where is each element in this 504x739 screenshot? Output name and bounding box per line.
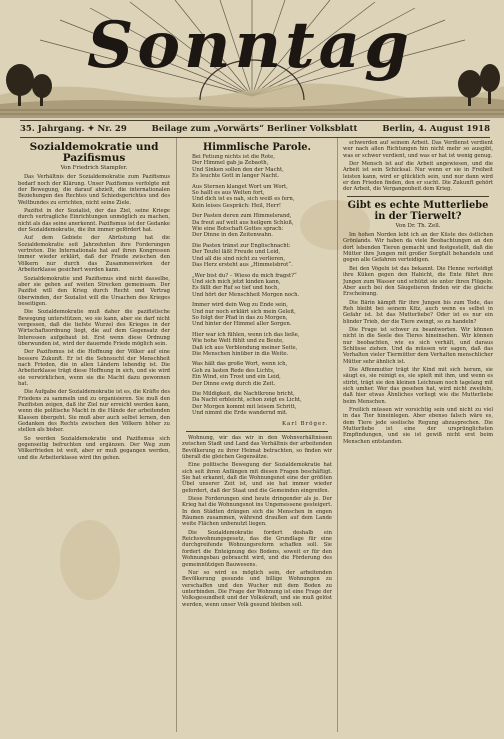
supplement-label: Beilage zum „Vorwärts“ Berliner Volksblatt xyxy=(151,124,358,134)
poem-line: Der Dinne ewig durch die Zeit. xyxy=(192,380,276,387)
section-divider xyxy=(347,196,489,197)
poem-body xyxy=(182,154,332,417)
paragraph: Der Pazifismus ist die Hoffnung der Völker auf eine bessere Zukunft. Er ist die Sehnsucht der Menschheit nach Frieden, die in allen Ländern lebendig ist. Die Arbeiterklasse trägt diese Hoffnung in sich, und sie wird sie verwirklichen, wenn sie die Macht dazu gewonnen hat. xyxy=(18,349,170,387)
paragraph: So werden Sozialdemokratie und Pazifismus sich gegenseitig befruchten und ergänzen. Der Weg zum Völkerfrieden ist weit, aber er muß gegangen werden, und die Arbeiterklasse wird ihn gehen. xyxy=(18,435,170,461)
dateline: Berlin, 4. August 1918 xyxy=(382,124,490,134)
paragraph: Der Mensch ist auf die Arbeit angewiesen, und die Arbeit ist sein Schicksal. Nur wenn er sie in Freiheit leisten kann, wird er glücklich sein, und nur dann wird er den Frieden finden, den er sucht. Die Zukunft gehört der Arbeit, die Vergangenheit dem Krieg. xyxy=(343,161,493,193)
poem-line: Hier war ich fühlen, wenn ich das ließe, xyxy=(192,331,300,338)
poem-stanza xyxy=(192,184,332,210)
paragraph: Die Sozialdemokratie fordert deshalb ein Reichswohnungsgesetz, das die Grundlage für eine durchgreifende Wohnungsreform schaffen soll. Sie fordert die Enteignung des Bodens, soweit er für den Wohnungsbau gebraucht wird, und die Förderung des gemeinnützigen Bauwesens. xyxy=(182,529,332,568)
section-divider xyxy=(186,431,328,432)
masthead xyxy=(0,0,504,118)
poem-line: Der Dinne in den Zeitenwahn. xyxy=(192,232,273,239)
poem-stanza xyxy=(192,213,332,239)
paragraph: Nur so wird es möglich sein, der arbeitenden Bevölkerung gesunde und billige Wohnungen zu verschaffen und den Wucher mit dem Boden zu unterbinden. Die Frage der Wohnung ist eine Frage der Volksgesundheit und der Volkskraft, und sie muß gelöst werden, wenn unser Volk gesund bleiben soll. xyxy=(182,569,332,608)
poem-line: Was hält das große Wort, wenn ich, xyxy=(192,361,288,368)
poem-line: Wie hohe Welt fühlt und zu Beute, xyxy=(192,338,284,345)
column-right xyxy=(343,140,493,730)
article-body xyxy=(343,232,493,445)
issue-year-number xyxy=(20,124,127,134)
column-rule xyxy=(176,138,177,732)
poem-line: Und Sinken sollen den der Macht, xyxy=(192,166,284,173)
poem-stanza xyxy=(192,273,332,299)
paragraph: Die Bärin kämpft für ihre Jungen bis zum Tode, das Reh bleibt bei seinem Kitz, auch wenn es selbst in Gefahr ist. Ist das Mutterliebe? Oder ist es nur ein blinder Trieb, der die Tiere zwingt, so zu handeln? xyxy=(343,299,493,325)
poem-line: Geh zu lasten Rede des Lichts, xyxy=(192,367,275,374)
poem-line: Daß ich aus Verblendung meiner Seite, xyxy=(192,344,298,351)
separator-star-icon: ✦ xyxy=(87,124,95,134)
article-heading-pacifism: Sozialdemokratie und Pazifismus xyxy=(29,141,159,164)
poem-line: So folgt der Pfad in das zu Morgen, xyxy=(192,314,288,321)
paragraph: Das Verhältnis der Sozialdemokratie zum Pazifismus bedarf noch der Klärung. Unser Pazifismus verfolgte mit der Bewegung, die darauf abzielt, die internationalen Beziehungen des Rechtes und Schiedsgerichtes und des Weltbundes zu errichten, nicht seine Ziele. xyxy=(18,174,170,206)
poem-line: Und nur noch erklärt sich mein Geleit, xyxy=(192,308,296,315)
poem-line: Die Pasten tränst zur Englischnacht: xyxy=(192,242,291,249)
paragraph: Die Sozialdemokratie muß daher die pazifistische Bewegung unterstützen, wo sie kann, aber sie darf nicht vergessen, daß die tiefste Wurzel des Krieges in der Wirtschaftsordnung liegt, die auf dem Gegensatz der Interessen aufgebaut ist. Erst wenn diese Ordnung überwunden ist, wird der dauernde Friede möglich sein. xyxy=(18,309,170,347)
column-rule xyxy=(337,138,338,732)
paragraph: Die Affenmutter trägt ihr Kind mit sich herum, sie säugt es, sie reinigt es, sie spielt mit ihm, und wenn es stirbt, trägt sie den kleinen Leichnam noch tagelang mit sich umher. Wer das gesehen hat, wird nicht zweifeln, daß hier etwas Ähnliches vorliegt wie die Mutterliebe beim Menschen. xyxy=(343,366,493,405)
paragraph: schwerden auf seinem Arbeit. Das Verdienst verdient wer nach allen Richtungen hin nicht mehr so ausgibt, was er schwer verdient, und was er hat ist wenig genug. xyxy=(343,140,493,159)
poem-line: Immer wird dein Weg zu Ende sein, xyxy=(192,302,288,309)
paragraph: Wohnung, wir das wir in den Wohnverhältnissen zwischen Stadt und Land das Verhältnis der arbeitenden Bevölkerung zu ihrer Heimat betrachten, so finden wir überall die gleichen Gegensätze. xyxy=(182,434,332,460)
poem-signature: Karl Bröger. xyxy=(281,420,328,427)
poem-line: Es fällt der Ruf so tief und hoch, xyxy=(192,285,280,292)
paragraph: Bei den Vögeln ist das bekannt. Die Henne verteidigt ihre Küken gegen den Habicht, die Ente führt ihre Jungen zum Wasser und schützt sie unter ihren Flügeln. Aber auch bei den Säugetieren finden wir die gleiche Erscheinung. xyxy=(343,265,493,298)
poem-line: Und all die sind nicht zu verlieren, xyxy=(192,255,286,262)
article-byline: Von Friedrich Stampfer. xyxy=(60,165,128,171)
poem-line: Und nimmt die Erde wandernd mit. xyxy=(192,410,288,417)
poem-line: Der Pasten deren zum Himmelsrand, xyxy=(192,213,292,220)
poem-stanza xyxy=(192,391,332,417)
poem-line: Und hört der Menschheit Morgen noch. xyxy=(192,291,300,298)
poem-line: Bei Fetiung nichts ist die Rote, xyxy=(192,154,275,160)
poem-line: Da freut auf welt aus heilgem Schloß, xyxy=(192,219,294,226)
poem-line: Die Menschen hinüber in die Weite. xyxy=(192,350,289,357)
paragraph: Pazifist in der Sozialist, der das Ziel, seine Kriege durch vertragliche Einrichtungen unmöglich zu machen, nicht als das seine anerkennt. Pazifismus ist der Gedanke der Sozialdemokratie, die ihn immer gefördert hat. xyxy=(18,208,170,234)
paragraph: Eine politische Bewegung der Sozialdemokratie hat sich seit ihren Anfängen mit diesen Fragen beschäftigt. Sie hat erkannt, daß die Wohnungsnot eine der größten Übel unserer Zeit ist, und sie hat immer wieder gefordert, daß der Staat und die Gemeinden eingreifen. xyxy=(182,462,332,494)
issue-number: Nr. 29 xyxy=(97,124,127,134)
paragraph: Sozialdemokratie und Pazifismus sind nicht dasselbe, aber sie gehen auf weiten Strecken gemeinsam. Der Pazifist will den Krieg durch Recht und Vertrag überwinden, der Sozialist will die Ursachen des Krieges beseitigen. xyxy=(18,275,170,307)
poem-line: Und sich mich jetzt kinden kann, xyxy=(192,278,281,285)
poem-line: „Wer bist du? – Wieso du mich fragst?“ xyxy=(192,272,297,279)
poem-line: Die Mildigkeit, die Nachtkrone bricht, xyxy=(192,391,295,397)
article-body xyxy=(182,435,332,608)
poem-line: Und hinter der Himmel aller Sorgen. xyxy=(192,321,292,328)
paragraph: Freilich müssen wir vorsichtig sein und nicht zu viel in das Tier hineinlegen. Aber ebenso falsch wäre es, dem Tiere jede seelische Regung abzusprechen. Die Mutterliebe ist eine der ursprünglichsten Empfindungen, und sie ist gewiß nicht erst beim Menschen entstanden. xyxy=(343,407,493,445)
paragraph: Diese Forderungen sind heute dringender als je. Der Krieg hat die Wohnungsnot ins Ungemessene gesteigert. In den Städten drängen sich die Menschen in engen Räumen zusammen, während draußen auf dem Lande weite Flächen unbenutzt liegen. xyxy=(182,496,332,528)
paragraph: Im hohen Norden lebt ich an der Küste des östlichen Grönlands. Wir haben da viele Beobachtungen an den dort lebenden Tieren gemacht und festgestellt, daß die Mütter ihre Jungen mit großer Sorgfalt behandeln und gegen alle Gefahren verteidigen. xyxy=(343,232,493,264)
issue-year: 35. Jahrgang. xyxy=(20,124,85,134)
issue-info-bar xyxy=(20,120,490,138)
column-middle xyxy=(182,140,332,730)
poem-stanza xyxy=(192,302,332,328)
poem-line: Da Nacht erbleicht, schon zeigt es Licht, xyxy=(192,397,302,404)
paragraph: Die Frage ist schwer zu beantworten. Wir können nicht in die Seele des Tieres hineinsehen. Wir können nur beobachten, wie es sich verhält, und daraus Schlüsse ziehen. Und da müssen wir sagen, daß das Verhalten vieler Tiermütter dem Verhalten menschlicher Mütter sehr ähnlich ist. xyxy=(343,326,493,365)
poem-heading: Himmlische Parole. xyxy=(203,142,311,153)
poem-line: Kein leises Gespräch: Heil, Herr! xyxy=(192,202,281,209)
poem-line: Ein Wind, ein Trost und ein Leid, xyxy=(192,374,281,381)
article-byline: Von Dr. Th. Zell. xyxy=(395,222,441,229)
poem-stanza xyxy=(192,361,332,387)
paragraph: Auf dem Gebiete der Abrüstung hat die Sozialdemokratie seit Jahrzehnten ihre Forderungen vertreten. Die Internationale hat auf ihren Kongressen immer wieder erklärt, daß der Friede zwischen den Völkern nur durch das Zusammenwirken der Arbeiterklasse gesichert werden kann. xyxy=(18,235,170,274)
poem-line: Der Himmel gab ja Zebaoth, xyxy=(192,160,269,167)
poem-line: Und dich ist es nah, sich weiß es fern, xyxy=(192,196,295,203)
article-heading-mutterliebe: Gibt es echte Mutterliebe in der Tierwelt? xyxy=(347,199,489,222)
newspaper-title: Sonntag xyxy=(87,8,413,83)
poem-line: Das Herz ersteht aus „Himmelsbrot“. xyxy=(192,262,293,269)
poem-stanza xyxy=(192,332,332,358)
poem-stanza xyxy=(192,154,332,180)
poem-line: Es leuchte Gott in langer Nacht. xyxy=(192,173,279,180)
poem-line: So hallt es aus Welten fort, xyxy=(192,190,265,197)
poem-line: Wie eine Botschaft Gottes sprach: xyxy=(192,226,284,233)
paragraph: Die Aufgabe der Sozialdemokratie ist es, die Kräfte des Friedens zu sammeln und zu organisieren. Sie muß den Pazifisten zeigen, daß ihr Ziel nur erreicht werden kann, wenn die politische Macht in die Hände der arbeitenden Klassen übergeht. Sie muß aber auch selbst lernen, den Gedanken des Rechts zwischen den Völkern höher zu stellen als bisher. xyxy=(18,389,170,434)
poem-line: Der Teufel läßt Freude und Leid, xyxy=(192,249,281,256)
poem-stanza xyxy=(192,243,332,269)
poem-line: Der Morgen kommt mit leisem Schritt, xyxy=(192,403,297,410)
continued-article-body xyxy=(343,140,493,193)
article-body xyxy=(18,174,170,461)
column-left xyxy=(18,140,170,730)
poem-line: Aus Sternen klanget Wort um Wort, xyxy=(192,183,288,190)
